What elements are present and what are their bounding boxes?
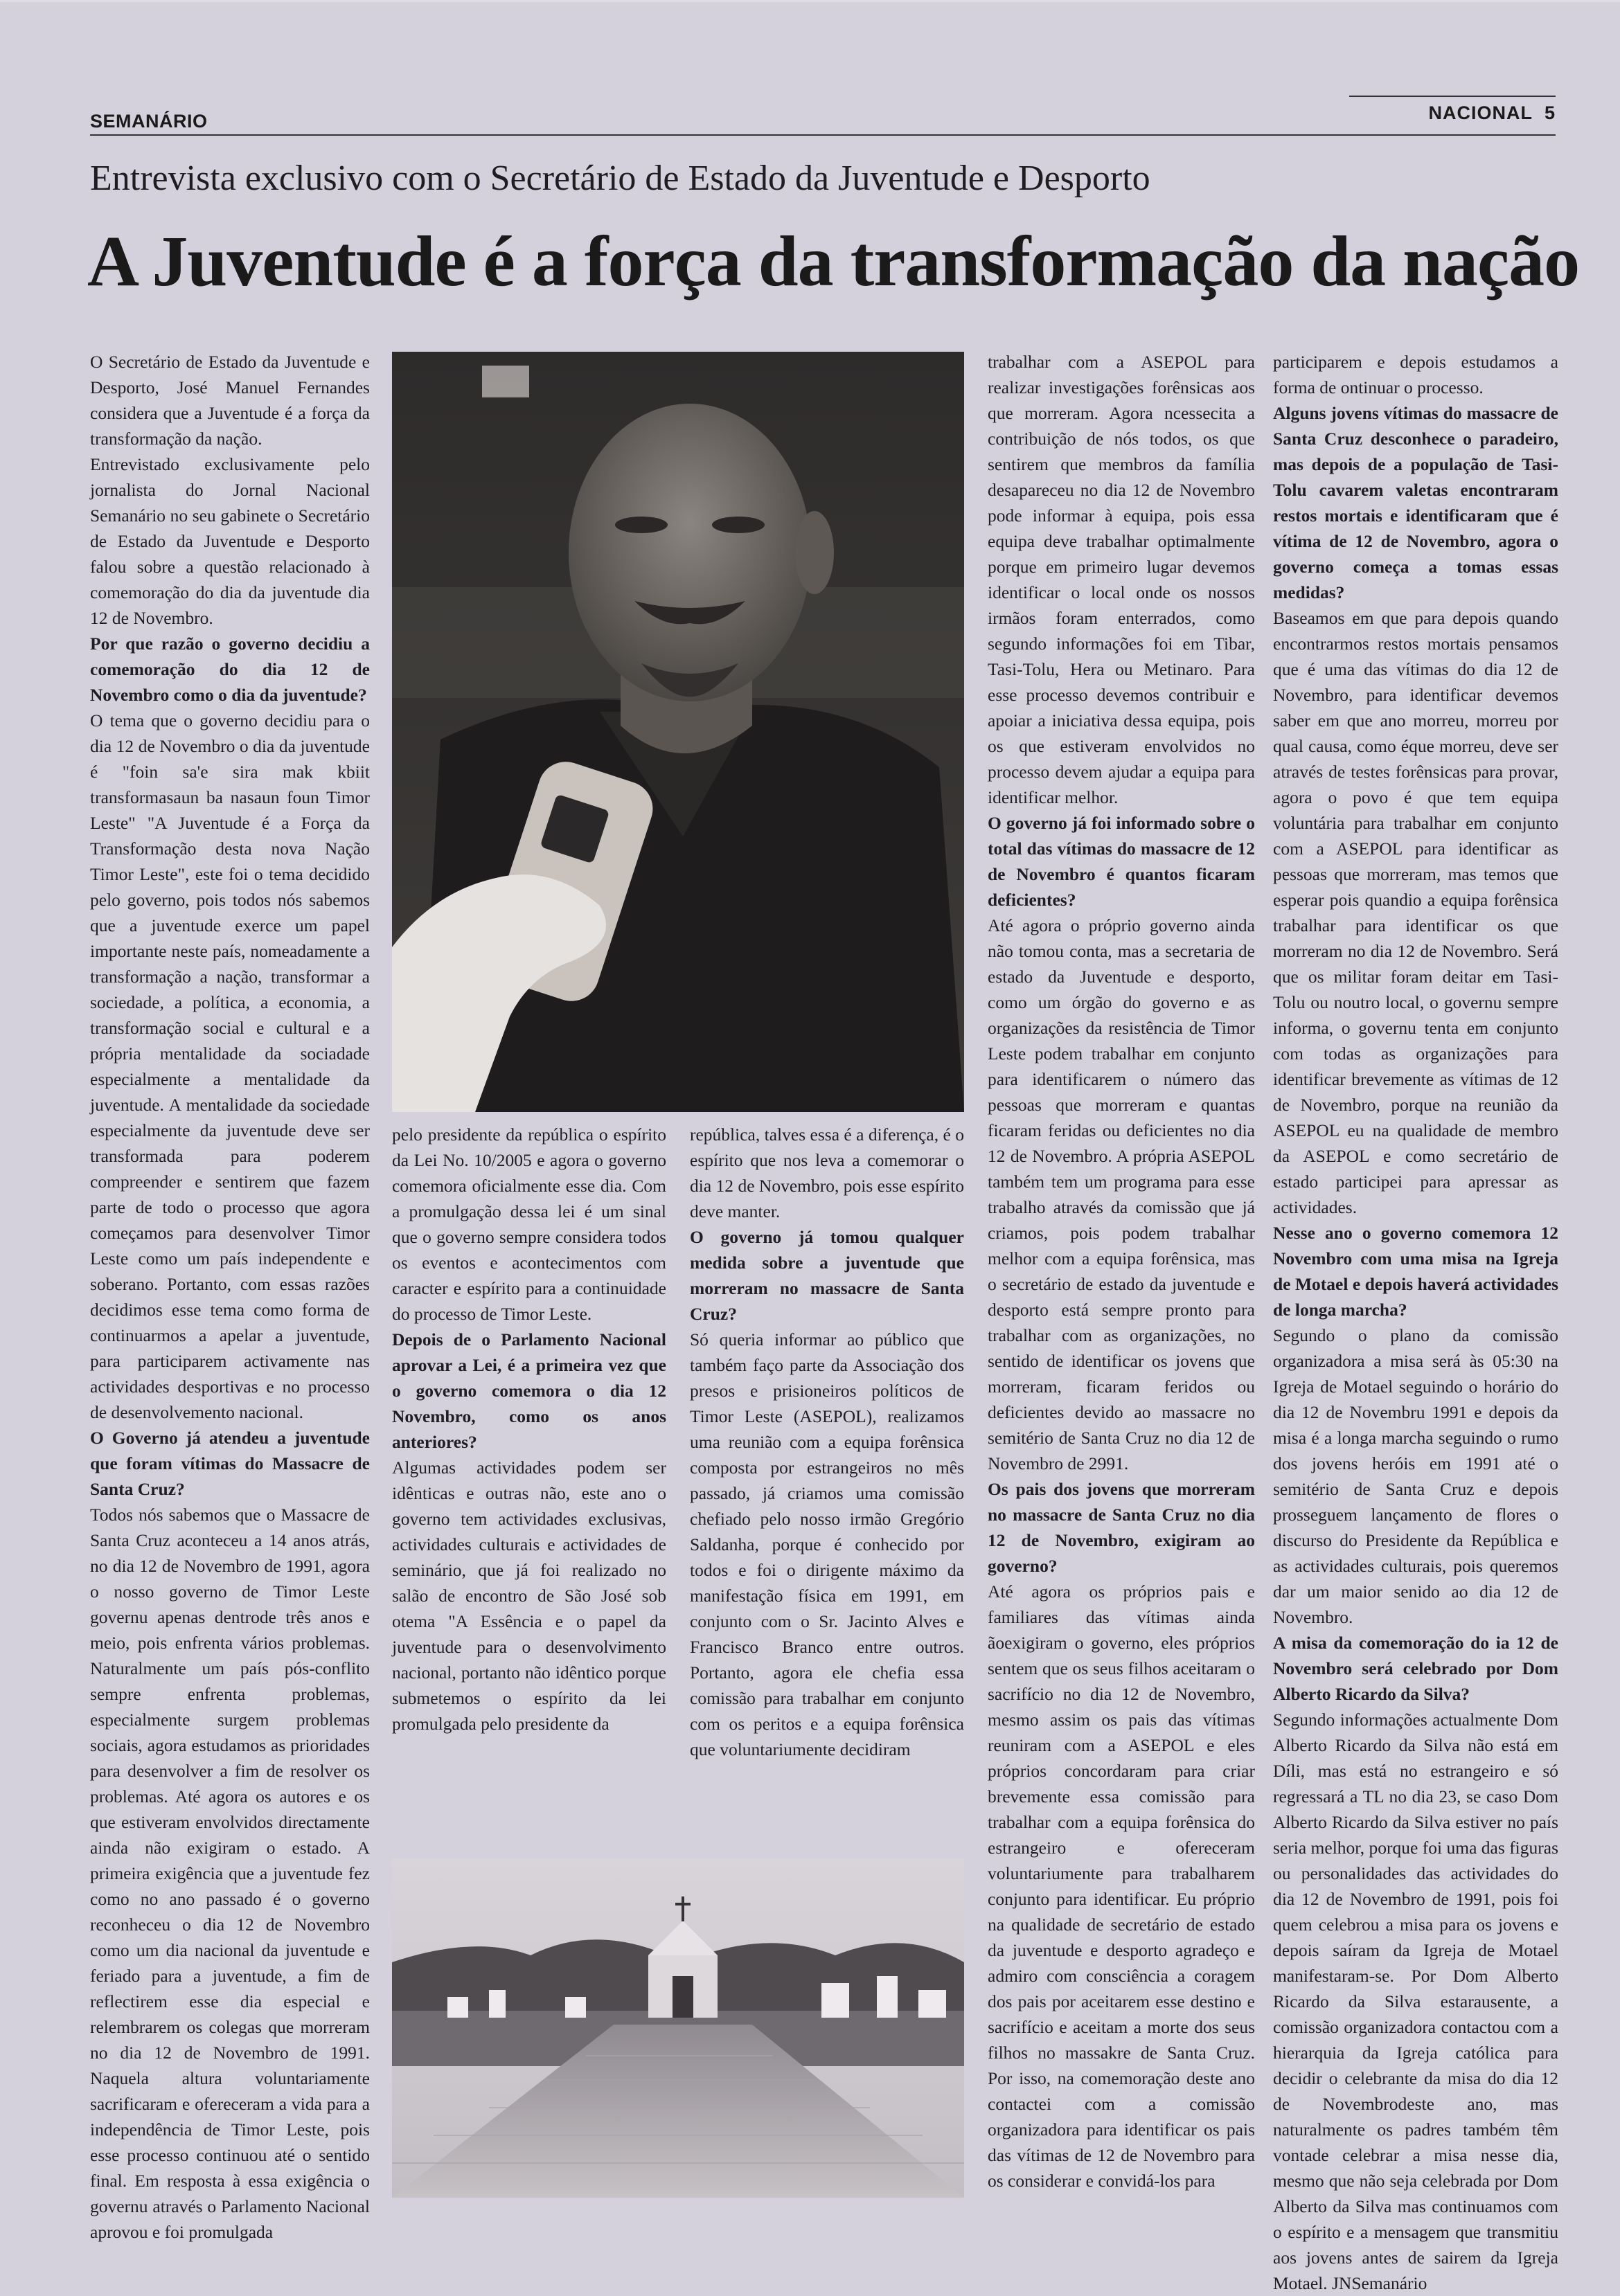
article-paragraph: Baseamos em que para depois quando encontrarmos restos mortais pensamos que é uma das vítimas do dia 12 de Novembro, para identificar devemos saber em que ano morreu, morreu por qual causa, como éque morreu, deve ser através de testes forênsicas para provar, agora o povo é que tem equipa voluntária para trabalhar em conjunto com a ASEPOL para identificar as pessoas que morreram, mas temos que esperar pois quandio a equipa forênsica trabalhar para identificar os que morreram no dia 12 de Novembro. Será que os militar foram deitar em Tasi-Tolu ou noutro local, o governu sempre informa, o governu tenta em conjunto com todas as organizações para identificar brevemente as vítimas de 12 de Novembro, porque na reunião da ASEPOL eu na qualidade de membro da ASEPOL e como secretário de estado participei para apressar as actividades. bbox=[1273, 608, 1558, 1217]
interview-question: O Governo já atendeu a juventude que foram vítimas do Massacre de Santa Cruz? bbox=[90, 1428, 370, 1499]
interview-question: Nesse ano o governo comemora 12 Novembro com uma misa na Igreja de Motael e depois haverá actividades de longa marcha? bbox=[1273, 1223, 1558, 1320]
article-column-3 bbox=[690, 1122, 964, 1842]
article-column-5 bbox=[1273, 349, 1558, 2293]
publication-name: SEMANÁRIO bbox=[90, 111, 208, 132]
article-paragraph: Até agora os próprios pais e familiares das vítimas ainda ãoexigiram o governo, eles próprios sentem que os seus filhos aceitaram o sacrifício no dia 12 de Novembro, mesmo assim os pais das vítimas reuniram com a ASEPOL e eles próprios concordaram para criar brevemente essa comissão para trabalhar com a equipa forênsica do estrangeiro e ofereceram voluntariumente para trabalharem conjunto para identificar. Eu próprio na qualidade de secretário de estado da juventude e desporto agradeço e admiro com consciência a coragem dos pais por aceitarem esse destino e sacrifício e aceitam a morte dos seus filhos no massakre de Santa Cruz. Por isso, na comemoração deste ano contactei com a comissão organizadora para identificar os pais das vítimas de 12 de Novembro para os considerar e convidá-los para bbox=[988, 1581, 1255, 2191]
section-name: NACIONAL bbox=[1428, 102, 1533, 123]
article-paragraph: Segundo informações actualmente Dom Alberto Ricardo da Silva não está em Díli, mas está no estrangeiro e só regressará a TL no dia 23, se caso Dom Alberto Ricardo da Silva estiver no país seria melhor, porque foi uma das figuras ou personalidades das actividades do dia 12 de Novembro de 1991, pois foi quem celebrou a misa para os jovens e depois saíram da Igreja de Motael manifestaram-se. Por Dom Alberto Ricardo da Silva estarausente, a comissão organizadora contactou com a hierarquia da Igreja católica para decidir o celebrante da misa do dia 12 de Novembrodeste ano, mas naturalmente os padres também têm vontade celebrar a misa nesse dia, mesmo que não seja celebrada por Dom Alberto da Silva mas continuamos com o espírito e a mensagem que transmitiu aos jovens antes de sairem da Igreja Motael. JNSemanário bbox=[1273, 1710, 1558, 2293]
interview-question: Depois de o Parlamento Nacional aprovar a Lei, é a primeira vez que o governo comemora o dia 12 Novembro, como os anos anteriores? bbox=[392, 1329, 666, 1452]
interview-photo-illustration bbox=[392, 352, 964, 1112]
article-paragraph: Entrevistado exclusivamente pelo jornalista do Jornal Nacional Semanário no seu gabinete o Secretário de Estado da Juventude e Desporto falou sobre a questão relacionado à comemoração do dia da juventude dia 12 de Novembro. bbox=[90, 454, 370, 628]
interview-question: Os pais dos jovens que morreram no massacre de Santa Cruz no dia 12 de Novembro, exigiram ao governo? bbox=[988, 1479, 1255, 1576]
article-paragraph: Até agora o próprio governo ainda não tomou conta, mas a secretaria de estado da Juventude e desporto, como um órgão do governo e as organizações da resistência de Timor Leste podem trabalhar em conjunto para identificarem o número das pessoas que morreram e quantas ficaram feridas ou deficientes no dia 12 de Novembro. A própria ASEPOL também tem um programa para esse trabalho através da comissão que já criamos, pois podem trabalhar melhor com a equipa forênsica, mas o secretário de estado da juventude e desporto está sempre pronto para trabalhar com as organizações, no sentido de identificar os jovens que morreram, ficaram feridos ou deficientes devido ao massacre no semitério de Santa Cruz no dia 12 de Novembro de 2991. bbox=[988, 915, 1255, 1473]
cemetery-photo-illustration bbox=[392, 1858, 964, 2198]
article-headline: A Juventude é a força da transformação da nação bbox=[87, 222, 1580, 301]
interview-question: O governo já tomou qualquer medida sobre a juventude que morreram no massacre de Santa Cruz? bbox=[690, 1227, 964, 1324]
article-paragraph: Segundo o plano da comissão organizadora a misa será às 05:30 na Igreja de Motael seguindo o horário do dia 12 de Novembru 1991 e depois da misa é a longa marcha seguindo o rumo dos jovens heróis em 1991 até o semitério de Santa Cruz e depois prosseguem lançamento de flores o discurso do Presidente da República e as actividades culturais, pois queremos dar um maior senido ao dia 12 de Novembro. bbox=[1273, 1325, 1558, 1627]
article-paragraph: Algumas actividades podem ser idênticas e outras não, este ano o governo tem actividades exclusivas, actividades culturais e actividades de seminário, que já foi realizado no salão de encontro de São José sob otema "A Essência e o papel da juventude para o desenvolvimento nacional, portanto não idêntico porque submetemos o espírito da lei promulgada pelo presidente da bbox=[392, 1458, 666, 1734]
article-paragraph: O Secretário de Estado da Juventude e Desporto, José Manuel Fernandes considera que a Juventude é a força da transformação da nação. bbox=[90, 352, 370, 449]
interview-question: A misa da comemoração do ia 12 de Novembro será celebrado por Dom Alberto Ricardo da Silva? bbox=[1273, 1633, 1558, 1704]
article-paragraph: participarem e depois estudamos a forma de ontinuar o processo. bbox=[1273, 352, 1558, 397]
page-number: 5 bbox=[1544, 102, 1556, 123]
article-paragraph: O tema que o governo decidiu para o dia 12 de Novembro o dia da juventude é "foin sa'e sira mak kbiit transformasaun ba nasaun foun Timor Leste" "A Juventude é a Força da Transformação desta nova Nação Timor Leste", este foi o tema decidido pelo governo, pois todos nós sabemos que a juventude exerce um papel importante neste país, nomeadamente a transformação a nação, transformar a sociedade, a política, a economia, a transformação social e cultural e a própria mentalidade da sociadade especialmente a mentalidade da juventude. A mentalidade da sociedade especialmente da juventude deve ser transformada para poderem compreender e sentirem que fazem parte de todo o processo que agora começamos para desenvolver Timor Leste como um país independente e soberano. Portanto, com essas razões decidimos esse tema como forma de continuarmos a apelar a juventude, para participarem activamente nas actividades desportivas e no processo de desenvolvemento nacional. bbox=[90, 710, 370, 1422]
interview-photo bbox=[392, 352, 964, 1112]
article-paragraph: pelo presidente da república o espírito da Lei No. 10/2005 e agora o governo comemora oficialmente esse dia. Com a promulgação dessa lei é um sinal que o governo sempre considera todos os eventos e acontecimentos com caracter e espírito para a continuidade do processo de Timor Leste. bbox=[392, 1124, 666, 1324]
interview-question: O governo já foi informado sobre o total das vítimas do massacre de 12 de Novembro é quantos ficaram deficientes? bbox=[988, 813, 1255, 910]
article-paragraph: Só queria informar ao público que também faço parte da Associação dos presos e prisioneiros políticos de Timor Leste (ASEPOL), realizamos uma reunião com a equipa forênsica composta por estrangeiros no mês passado, já criamos uma comissão chefiado pelo nosso irmão Gregório Saldanha, porque é conhecido por todos e foi o dirigente máximo da manifestação física em 1991, em conjunto com o Sr. Jacinto Alves e Francisco Branco entre outros. Portanto, agora ele chefia essa comissão para trabalhar em conjunto com os peritos e a equipa forênsica que voluntariumente decidiram bbox=[690, 1329, 964, 1759]
article-paragraph: república, talves essa é a diferença, é o espírito que nos leva a comemorar o dia 12 de Novembro, pois esse espírito deve manter. bbox=[690, 1124, 964, 1221]
cemetery-photo bbox=[392, 1858, 964, 2198]
section-page-label bbox=[1428, 102, 1556, 124]
article-column-2 bbox=[392, 1122, 666, 1842]
header-rule-accent bbox=[1349, 96, 1556, 97]
article-kicker: Entrevista exclusivo com o Secretário de Estado da Juventude e Desporto bbox=[90, 159, 1150, 198]
article-column-1 bbox=[90, 349, 370, 2242]
interview-question: Por que razão o governo decidiu a comemoração do dia 12 de Novembro como o dia da juventude? bbox=[90, 634, 370, 705]
interview-question: Alguns jovens vítimas do massacre de Santa Cruz desconhece o paradeiro, mas depois de a população de Tasi-Tolu cavarem valetas encontraram restos mortais e identificaram que é vítima de 12 de Novembro, agora o governo começa a tomas essas medidas? bbox=[1273, 403, 1558, 602]
article-paragraph: trabalhar com a ASEPOL para realizar investigações forênsicas aos que morreram. Agora ncessecita a contribuição de nós todos, os que sentirem que membros da família desapareceu no dia 12 de Novembro pode informar à equipa, pois essa equipa deve trabalhar optimalmente porque em primeiro lugar devemos identificar o local onde os nossos irmãos foram enterrados, como segundo informações foi em Tibar, Tasi-Tolu, Hera ou Metinaro. Para esse processo devemos contribuir e apoiar a iniciativa dessa equipa, pois os que estiveram envolvidos no processo devem ajudar a equipa para identificar melhor. bbox=[988, 352, 1255, 807]
article-column-4 bbox=[988, 349, 1255, 2205]
article-paragraph: Todos nós sabemos que o Massacre de Santa Cruz aconteceu a 14 anos atrás, no dia 12 de Novembro de 1991, agora o nosso governo de Timor Leste governu apenas dentrode três anos e meio, pois enfrenta vários problemas. Naturalmente um país pós-conflito sempre enfrenta problemas, especialmente surgem problemas sociais, agora estudamos as prioridades para desenvolver a fim de resolver os problemas. Até agora os autores e os que estiveram envolvidos directamente ainda não exigiram o estado. A primeira exigência que a juventude fez como no ano passado é o governo reconheceu o dia 12 de Novembro como um dia nacional da juventude e feriado para a juventude, a fim de reflectirem esse dia especial e relembrarem os colegas que morreram no dia 12 de Novembro de 1991. Naquela altura voluntariamente sacrificaram e ofereceram a vida para a independência de Timor Leste, pois esse processo continuou até o sentido final. Em resposta à essa exigência o governu através o Parlamento Nacional aprovou e foi promulgada bbox=[90, 1505, 370, 2242]
header-rule bbox=[90, 134, 1556, 136]
